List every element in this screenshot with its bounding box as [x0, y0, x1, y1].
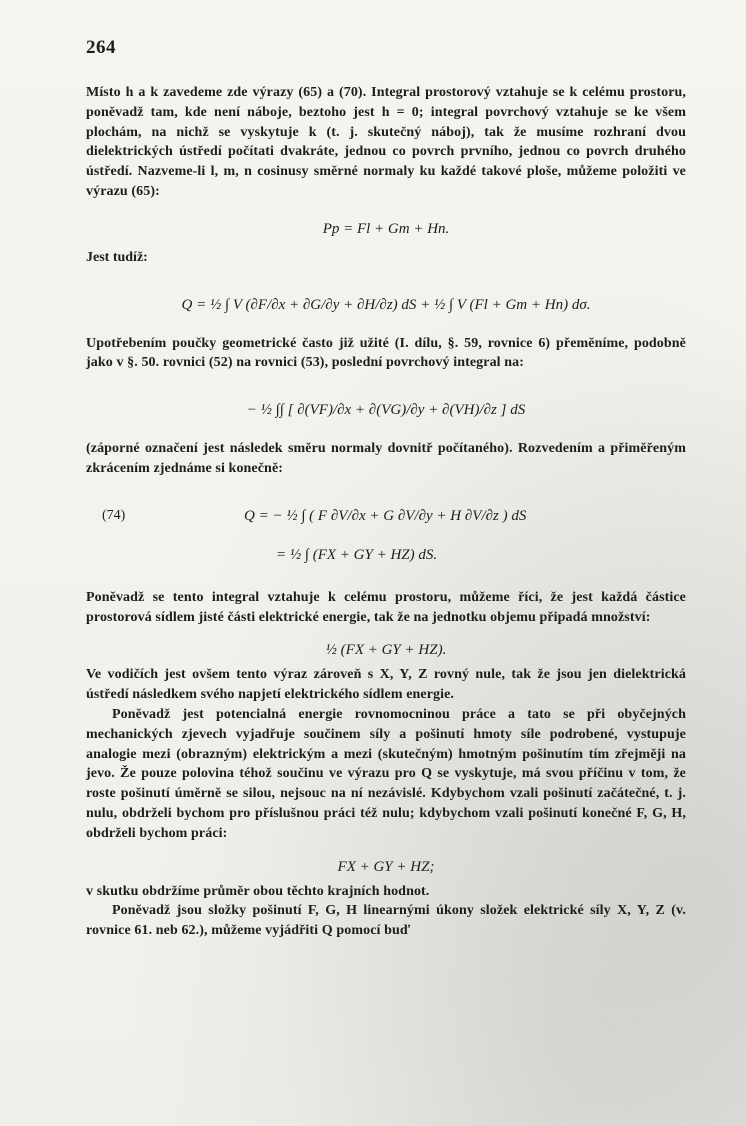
formula-74-first: Q = − ½ ∫ ( F ∂V/∂x + G ∂V/∂y + H ∂V/∂z ) dS — [244, 507, 527, 524]
formula-74-line2 — [86, 540, 686, 570]
formula-energy-density: ½ (FX + GY + HZ). — [325, 642, 447, 659]
paragraph-3: Upotřebením poučky geometrické často již užité (I. dílu, §. 59, rovnice 6) přeměníme, podobně jako v §. 50. rovnici (52) na rovnici (53), poslední povrchový integral na: — [86, 335, 686, 371]
paragraph-6: Ve vodičích jest ovšem tento výraz zároveň s X, Y, Z rovný nule, tak že jsou jen dielektrická ústředí následkem svého napjetí elektrického sídlem energie. — [86, 667, 686, 703]
page-number: 264 — [86, 37, 116, 58]
paragraph-9: Poněvadž jsou složky pošinutí F, G, H linearnými úkony složek elektrické síly X, Y, Z (v. rovnice 61. neb 62.), můžeme vyjádřiti Q pomocí buď — [86, 903, 686, 939]
equation-number: (74) — [102, 507, 126, 523]
paragraph-4: (záporné označení jest následek směru normaly dovnitř počítaného). Rozvedením a přiměřeným zkrácením zjednáme si konečně: — [86, 441, 686, 476]
paragraph-7: Poněvadž jest potencialná energie rovnomocninou práce a tato se při obyčejných mechanických zjevech vyjadřuje součinem síly a pošinutí hmoty síle podrobené, vystupuje analogie mezi (obrazným) elektrickým a mezi (skutečným) hmotným pošinutím tím zřejměji na jevo. Že pouze polovina téhož součinu ve výrazu pro Q se vyskytuje, má svou příčinu v tom, že roste pošinutí úměrně se silou, nejsouc na ní nezávislé. Kdybychom vzali pošinutí začátečné, t. j. nulu, obdrželi bychom pro příslušnou práci též nulu; kdybychom vzali pošinutí konečné F, G, H, obdrželi bychom práci: — [86, 706, 686, 841]
paragraph-8: v skutku obdržíme průměr obou těchto krajních hodnot. — [86, 883, 430, 899]
formula-74-line1 — [86, 492, 686, 540]
formula-work: FX + GY + HZ; — [337, 858, 435, 875]
content-area — [86, 83, 686, 941]
formula-surface: − ½ ∫∫ [ ∂(VF)/∂x + ∂(VG)/∂y + ∂(VH)/∂z ] dS — [246, 402, 526, 419]
formula-74-second: = ½ ∫ (FX + GY + HZ) dS. — [276, 546, 438, 563]
formula-q: Q = ½ ∫ V (∂F/∂x + ∂G/∂y + ∂H/∂z) dS + ½ ∫ V (Fl + Gm + Hn) dσ. — [181, 296, 591, 313]
paragraph-2: Jest tudíž: — [86, 249, 148, 265]
formula-p: Pp = Fl + Gm + Hn. — [322, 220, 450, 237]
paragraph-5: Poněvadž se tento integral vztahuje k celému prostoru, můžeme říci, že jest každá částice prostorová sídlem jisté části elektrické energie, tak že na jednotku objemu připadá množství: — [86, 589, 686, 625]
paragraph-1: Místo h a k zavedeme zde výrazy (65) a (70). Integral prostorový vztahuje se k celému prostoru, poněvadž tam, kde není náboje, beztoho jest h = 0; integral povrchový vztahuje se ke všem plochám, na nichž se vyskytuje k (t. j. skutečný náboj), tak že musíme rozhraní dvou dielektrických ústředí počítati dvakráte, jednou co povrch prvního, jednou co povrch druhého ústředí. Nazveme-li l, m, n cosinusy směrné normaly ku každé takové ploše, můžeme položiti ve výrazu (65): — [86, 85, 686, 199]
